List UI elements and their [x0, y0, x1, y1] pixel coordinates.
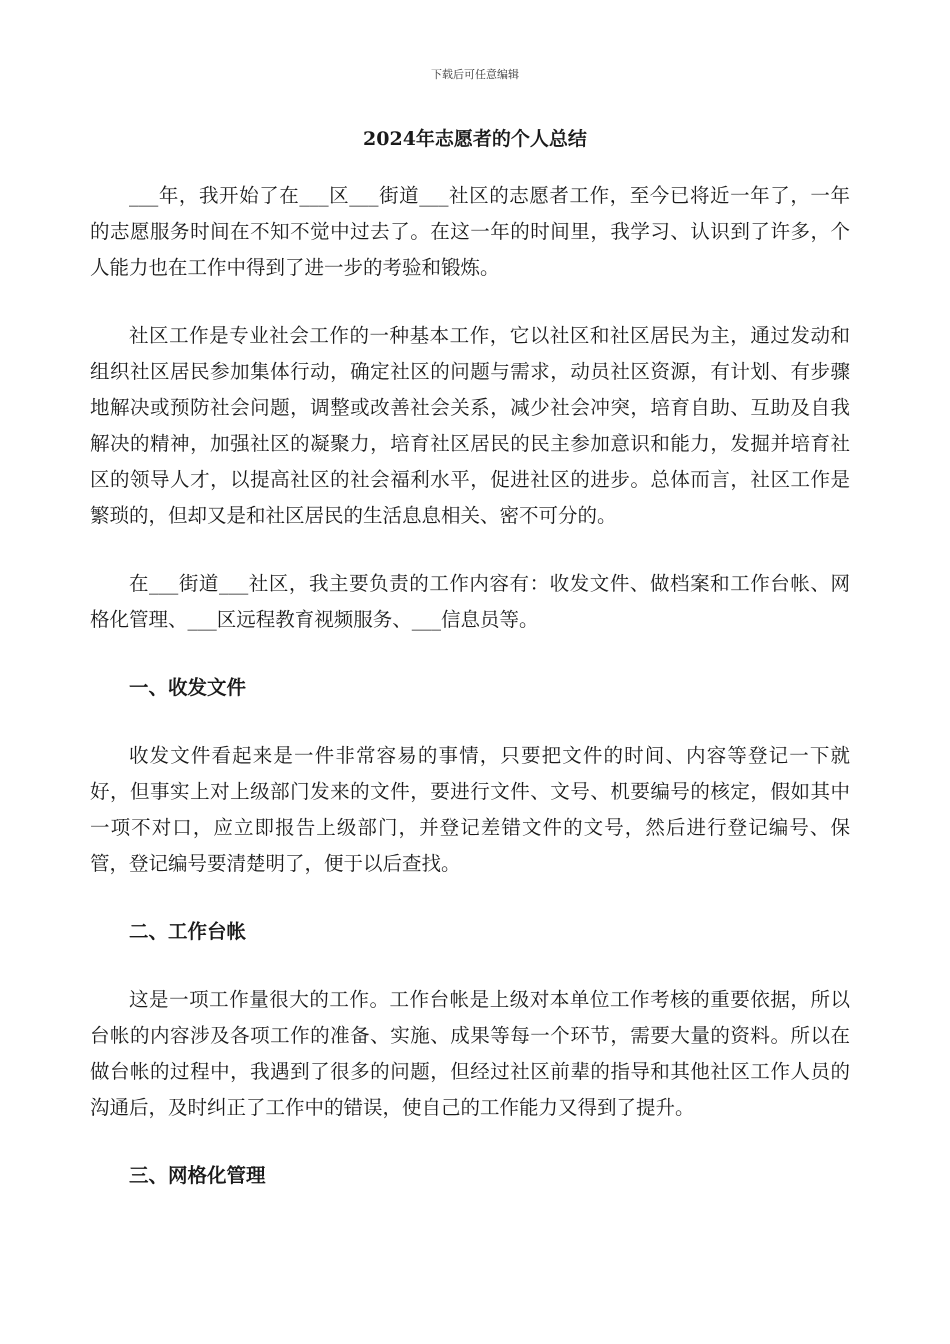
paragraph-community-work: 社区工作是专业社会工作的一种基本工作，它以社区和社区居民为主，通过发动和组织社区居民参加集体行动，确定社区的问题与需求，动员社区资源，有计划、有步骤地解决或预防社会问题，调整或改善社会关系，减少社会冲突，培育自助、互助及自我解决的精神，加强社区的凝聚力，培育社区居民的民主参加意识和能力，发掘并培育社区的领导人才，以提高社区的社会福利水平，促进社区的进步。总体而言，社区工作是繁琐的，但却又是和社区居民的生活息息相关、密不可分的。 [90, 324, 850, 527]
section-heading-2: 二、工作台帐 [129, 920, 247, 943]
paragraph-documents: 收发文件看起来是一件非常容易的事情，只要把文件的时间、内容等登记一下就好，但事实上对上级部门发来的文件，要进行文件、文号、机要编号的核定，假如其中一项不对口，应立即报告上级部门，并登记差错文件的文号，然后进行登记编号、保管，登记编号要清楚明了，便于以后查找。 [90, 744, 850, 875]
paragraph-ledger: 这是一项工作量很大的工作。工作台帐是上级对本单位工作考核的重要依据，所以台帐的内容涉及各项工作的准备、实施、成果等每一个环节，需要大量的资料。所以在做台帐的过程中，我遇到了很多的问题，但经过社区前辈的指导和其他社区工作人员的沟通后，及时纠正了工作中的错误，使自己的工作能力又得到了提升。 [90, 988, 850, 1119]
paragraph-intro: ___年，我开始了在___区___街道___社区的志愿者工作，至今已将近一年了，一年的志愿服务时间在不知不觉中过去了。在这一年的时间里，我学习、认识到了许多，个人能力也在工作中得到了进一步的考验和锻炼。 [90, 184, 850, 279]
document-title: 2024年志愿者的个人总结 [363, 128, 587, 150]
document-body [90, 178, 850, 1194]
section-heading-1: 一、收发文件 [129, 676, 247, 699]
paragraph-responsibilities: 在___街道___社区，我主要负责的工作内容有：收发文件、做档案和工作台帐、网格化管理、___区远程教育视频服务、___信息员等。 [90, 572, 850, 631]
section-heading-3: 三、网格化管理 [129, 1164, 266, 1187]
header-note: 下载后可任意编辑 [431, 68, 519, 81]
